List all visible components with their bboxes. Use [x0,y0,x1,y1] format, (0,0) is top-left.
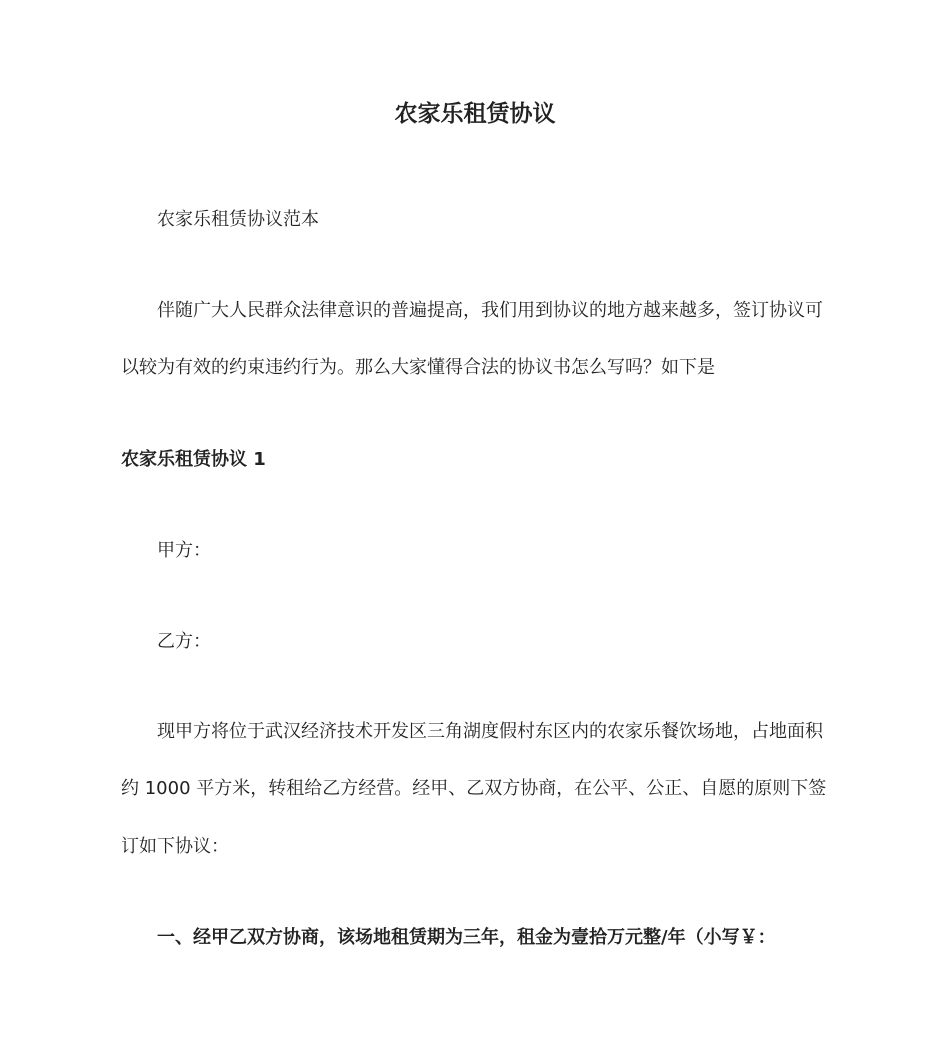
intro-paragraph-line-1: 伴随广大人民群众法律意识的普遍提高，我们用到协议的地方越来越多，签订协议可 [157,300,823,321]
party-a-label: 甲方： [157,540,211,561]
clause-1-line-1: 一、经甲乙双方协商，该场地租赁期为三年，租金为壹拾万元整/年（小写￥： [157,927,776,948]
document-subtitle: 农家乐租赁协议范本 [157,209,319,230]
body-paragraph-line-1: 现甲方将位于武汉经济技术开发区三角湖度假村东区内的农家乐餐饮场地，占地面积 [157,721,823,742]
document-title: 农家乐租赁协议 [394,101,556,127]
party-b-label: 乙方： [157,631,211,652]
body-paragraph-line-2: 约 1000 平方米，转租给乙方经营。经甲、乙双方协商，在公平、公正、自愿的原则下签 [121,778,827,799]
section-heading: 农家乐租赁协议 1 [121,449,266,470]
intro-paragraph-line-2: 以较为有效的约束违约行为。那么大家懂得合法的协议书怎么写吗？如下是 [121,357,715,378]
body-paragraph-line-3: 订如下协议： [121,836,229,857]
